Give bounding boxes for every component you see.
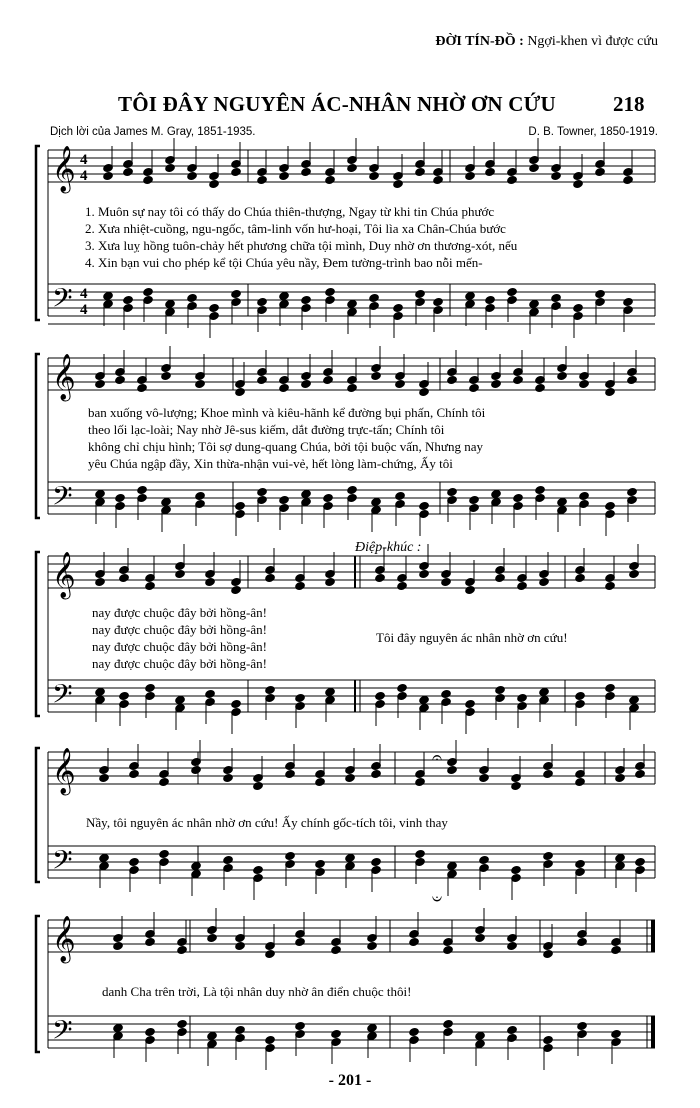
note-head (331, 945, 342, 954)
note-head (205, 577, 216, 586)
note-head (285, 851, 296, 860)
bass-clef-icon: 𝄢 (52, 844, 73, 882)
note-head (629, 695, 640, 704)
treble-clef-icon: 𝄞 (52, 552, 76, 598)
note-head (393, 303, 404, 312)
note-head (375, 573, 386, 582)
verse-1-line-2: ban xuống vô-lượng; Khoe mình và kiêu-hãnh kể đường bụi phấn, Chính tôi (88, 405, 486, 420)
note-head (279, 495, 290, 504)
note-head (345, 773, 356, 782)
note-head (465, 699, 476, 708)
note-head (265, 949, 276, 958)
note-head (371, 769, 382, 778)
note-head (529, 163, 540, 172)
note-head (103, 291, 114, 300)
note-head (635, 769, 646, 778)
note-head (301, 489, 312, 498)
note-head (551, 171, 562, 180)
note-head (605, 387, 616, 396)
note-head (419, 695, 430, 704)
note-head (123, 167, 134, 176)
note-head (187, 293, 198, 302)
page-number: - 201 - (328, 1072, 372, 1089)
note-head (419, 387, 430, 396)
note-head (257, 375, 268, 384)
note-head (235, 941, 246, 950)
chorus-line-3: danh Cha trên trời, Là tội nhân duy nhờ ân điển chuộc thôi! (102, 984, 412, 999)
note-head (577, 1021, 588, 1030)
fermata-icon: 𝄐 (432, 747, 443, 768)
note-head (295, 937, 306, 946)
note-head (539, 687, 550, 696)
note-head (415, 167, 426, 176)
hymn-number: 218 (613, 92, 645, 116)
note-head (393, 179, 404, 188)
note-head (447, 375, 458, 384)
note-head (253, 865, 264, 874)
note-head (443, 1019, 454, 1028)
composer-credit: D. B. Towner, 1850-1919. (528, 126, 658, 138)
note-head (575, 777, 586, 786)
svg-text:4: 4 (80, 168, 88, 184)
note-head (575, 859, 586, 868)
note-head (235, 501, 246, 510)
section-subtitle: Ngợi-khen vì được cứu (527, 34, 658, 49)
note-head (323, 375, 334, 384)
verse-4-line-2: yêu Chúa ngập đầy, Xin thừa-nhận vui-vẻ, hết lòng làm-chứng, Ấy tôi (88, 456, 453, 471)
chorus-line-1: Tôi đây nguyên ác nhân nhờ ơn cứu! (376, 630, 568, 645)
note-head (175, 695, 186, 704)
note-head (235, 1025, 246, 1034)
note-head (557, 497, 568, 506)
note-head (575, 573, 586, 582)
note-head (123, 295, 134, 304)
svg-text:4: 4 (80, 152, 88, 168)
note-head (195, 491, 206, 500)
note-head (627, 487, 638, 496)
note-head (145, 581, 156, 590)
note-head (485, 167, 496, 176)
note-head (469, 383, 480, 392)
bass-staff-4 (48, 846, 655, 878)
note-head (371, 497, 382, 506)
note-head (491, 489, 502, 498)
note-head (375, 691, 386, 700)
note-head (145, 683, 156, 692)
note-head (615, 773, 626, 782)
note-head (99, 773, 110, 782)
note-head (543, 1035, 554, 1044)
note-head (115, 493, 126, 502)
note-head (419, 501, 430, 510)
note-head (611, 945, 622, 954)
note-head (415, 289, 426, 298)
svg-text:4: 4 (80, 286, 88, 302)
verse-4-line-1: 4. Xin bạn vui cho phép kể tội Chúa yêu nầy, Đem tường-trình bao nỗi mến- (85, 255, 483, 270)
note-heads (95, 138, 646, 1070)
note-head (195, 379, 206, 388)
note-head (605, 501, 616, 510)
note-head (159, 849, 170, 858)
bass-clef-icon: 𝄢 (52, 480, 73, 518)
bass-staff-5 (48, 1016, 655, 1048)
note-head (137, 485, 148, 494)
note-head (115, 375, 126, 384)
note-head (543, 851, 554, 860)
note-head (279, 171, 290, 180)
note-head (223, 773, 234, 782)
note-head (175, 569, 186, 578)
note-head (103, 171, 114, 180)
note-head (369, 171, 380, 180)
note-head (573, 303, 584, 312)
chorus-line-2: Nầy, tôi nguyên ác nhân nhờ ơn cứu! Ấy chính gốc-tích tôi, vinh thay (86, 815, 448, 830)
note-head (605, 581, 616, 590)
bass-clef-icon: 𝄢 (52, 282, 73, 320)
note-head (495, 573, 506, 582)
note-head (507, 287, 518, 296)
note-head (347, 299, 358, 308)
note-head (231, 585, 242, 594)
note-head (479, 855, 490, 864)
verse-2-line-1: 2. Xưa nhiệt-cuồng, ngu-ngốc, tâm-linh vốn hư-hoại, Tôi lìa xa Chân-Chúa bước (85, 221, 506, 236)
note-head (347, 163, 358, 172)
note-head (577, 937, 588, 946)
note-head (161, 371, 172, 380)
note-head (369, 293, 380, 302)
note-head (315, 859, 326, 868)
fermata-icon: 𝄑 (432, 889, 443, 910)
note-head (265, 685, 276, 694)
note-head (145, 937, 156, 946)
note-head (441, 689, 452, 698)
note-head (367, 1023, 378, 1032)
note-head (137, 383, 148, 392)
note-head (595, 289, 606, 298)
note-head (253, 781, 264, 790)
note-head (409, 1027, 420, 1036)
note-head (325, 577, 336, 586)
note-head (325, 287, 336, 296)
note-head (209, 179, 220, 188)
note-head (395, 491, 406, 500)
note-head (295, 693, 306, 702)
note-head (371, 371, 382, 380)
note-head (95, 577, 106, 586)
note-head (623, 175, 634, 184)
note-head (129, 857, 140, 866)
note-head (301, 167, 312, 176)
note-head (223, 855, 234, 864)
note-head (315, 777, 326, 786)
note-head (285, 769, 296, 778)
note-head (465, 291, 476, 300)
note-head (129, 769, 140, 778)
note-head (397, 683, 408, 692)
bass-staff-3 (48, 680, 655, 712)
note-head (485, 295, 496, 304)
note-head (441, 577, 452, 586)
note-head (279, 291, 290, 300)
note-head (535, 383, 546, 392)
note-head (191, 861, 202, 870)
verse-3-line-2: không chỉ chịu hình; Tôi sợ dung-quang Chúa, bởi tội buộc vấn, Nhưng nay (88, 439, 483, 454)
translator-credit: Dịch lời của James M. Gray, 1851-1935. (50, 126, 256, 138)
section-title: ĐỜI TÍN-ĐỒ : (435, 34, 524, 49)
note-head (511, 781, 522, 790)
treble-staff-3 (48, 556, 655, 588)
note-head (145, 1027, 156, 1036)
note-head (511, 865, 522, 874)
note-head (143, 287, 154, 296)
note-head (475, 1031, 486, 1040)
note-head (635, 857, 646, 866)
note-head (95, 379, 106, 388)
note-head (143, 175, 154, 184)
note-head (325, 687, 336, 696)
note-head (623, 297, 634, 306)
treble-clef-icon: 𝄞 (52, 748, 76, 794)
note-head (397, 581, 408, 590)
note-head (301, 295, 312, 304)
note-head (159, 777, 170, 786)
note-head (507, 941, 518, 950)
verse-3-line-1: 3. Xưa luỵ hồng tuôn-chảy hết phương chữa tội mình, Duy nhờ ơn thương-xót, nếu (85, 238, 518, 253)
note-head (535, 485, 546, 494)
note-head (301, 379, 312, 388)
note-head (257, 175, 268, 184)
note-head (207, 933, 218, 942)
note-head (295, 1021, 306, 1030)
note-head (161, 497, 172, 506)
bass-clef-icon: 𝄢 (52, 1014, 73, 1052)
note-head (495, 685, 506, 694)
note-head (517, 693, 528, 702)
note-head (579, 491, 590, 500)
verse-1-line-3: nay được chuộc đây bởi hồng-ân! (92, 605, 267, 620)
note-head (433, 175, 444, 184)
note-head (447, 765, 458, 774)
note-head (187, 171, 198, 180)
note-head (205, 689, 216, 698)
note-head (415, 777, 426, 786)
note-head (611, 1029, 622, 1038)
verse-2-line-3: nay được chuộc đây bởi hồng-ân! (92, 622, 267, 637)
note-head (295, 581, 306, 590)
note-head (177, 1019, 188, 1028)
note-head (615, 853, 626, 862)
note-head (469, 495, 480, 504)
note-head (347, 485, 358, 494)
note-head (257, 487, 268, 496)
note-head (573, 179, 584, 188)
verse-4-line-3: nay được chuộc đây bởi hồng-ân! (92, 656, 267, 671)
note-head (325, 175, 336, 184)
note-head (507, 175, 518, 184)
svg-text:4: 4 (80, 302, 88, 318)
treble-staff-5 (48, 920, 655, 952)
note-head (265, 1035, 276, 1044)
note-head (177, 945, 188, 954)
note-head (113, 1023, 124, 1032)
note-head (367, 941, 378, 950)
note-head (257, 297, 268, 306)
note-head (113, 941, 124, 950)
note-head (231, 289, 242, 298)
note-head (543, 769, 554, 778)
treble-clef-icon: 𝄞 (52, 146, 76, 192)
note-head (409, 937, 420, 946)
note-head (551, 293, 562, 302)
note-head (231, 699, 242, 708)
verse-2-line-2: theo lối lạc-loài; Nay nhờ Jê-sus kiếm, dắt đường trực-tấn; Chính tôi (88, 422, 445, 437)
hymn-title: TÔI ĐÂY NGUYÊN ÁC-NHÂN NHỜ ƠN CỨU (118, 92, 556, 116)
note-head (119, 691, 130, 700)
note-head (543, 949, 554, 958)
treble-clef-icon: 𝄞 (52, 916, 76, 962)
note-head (517, 581, 528, 590)
note-head (491, 379, 502, 388)
note-head (191, 765, 202, 774)
note-head (415, 849, 426, 858)
note-head (579, 379, 590, 388)
note-head (395, 379, 406, 388)
chorus-label: Điệp-khúc : (355, 540, 422, 555)
note-head (323, 493, 334, 502)
note-head (447, 861, 458, 870)
note-head (465, 171, 476, 180)
note-head (465, 585, 476, 594)
note-head (557, 371, 568, 380)
note-head (595, 167, 606, 176)
note-head (629, 569, 640, 578)
note-head (231, 167, 242, 176)
note-head (279, 383, 290, 392)
note-head (347, 383, 358, 392)
verse-3-line-3: nay được chuộc đây bởi hồng-ân! (92, 639, 267, 654)
note-head (433, 297, 444, 306)
note-head (513, 375, 524, 384)
note-head (235, 387, 246, 396)
note-head (575, 691, 586, 700)
note-head (95, 687, 106, 696)
note-head (207, 1031, 218, 1040)
note-head (209, 303, 220, 312)
note-head (443, 945, 454, 954)
note-head (475, 933, 486, 942)
note-head (479, 773, 490, 782)
note-head (507, 1025, 518, 1034)
note-head (419, 569, 430, 578)
note-head (99, 853, 110, 862)
note-head (165, 299, 176, 308)
note-head (539, 577, 550, 586)
note-head (447, 487, 458, 496)
note-head (605, 683, 616, 692)
note-head (627, 375, 638, 384)
note-head (265, 573, 276, 582)
bass-clef-icon: 𝄢 (52, 678, 73, 716)
note-head (371, 857, 382, 866)
note-head (529, 299, 540, 308)
treble-clef-icon: 𝄞 (52, 354, 76, 400)
note-head (165, 163, 176, 172)
verse-1-line-1: 1. Muôn sự nay tôi có thấy do Chúa thiên-thượng, Ngay từ khi tin Chúa phước (85, 204, 495, 219)
note-head (513, 493, 524, 502)
note-head (345, 853, 356, 862)
note-head (119, 573, 130, 582)
note-head (95, 489, 106, 498)
note-head (331, 1029, 342, 1038)
